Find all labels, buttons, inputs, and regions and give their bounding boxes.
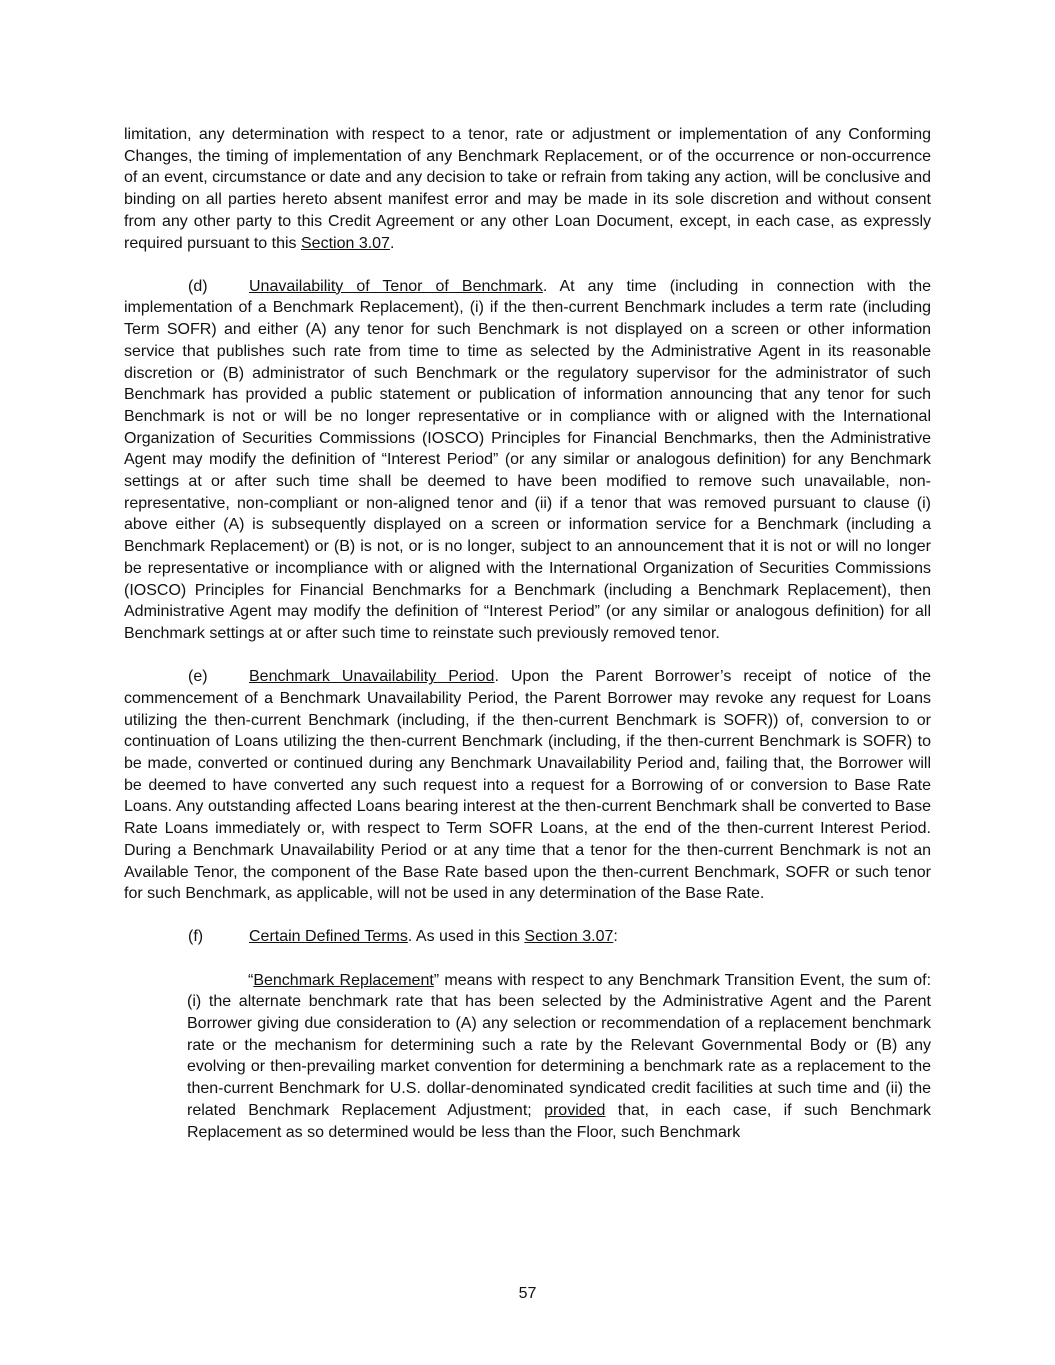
paragraph-end: :: [613, 928, 618, 946]
paragraph-f: [124, 926, 931, 948]
open-quote: “: [248, 971, 254, 989]
paragraph-marker: (e): [188, 668, 208, 686]
paragraph-heading: Certain Defined Terms: [249, 928, 408, 946]
definition-text-continued: that, in each case, if such Benchmark Replacement as so determined would be less than the Floor, such Benchmark: [187, 1101, 932, 1141]
paragraph-heading: Unavailability of Tenor of Benchmark: [249, 277, 543, 295]
paragraph-marker: (f): [188, 928, 204, 946]
paragraph-end: .: [389, 234, 395, 252]
page-number: 57: [518, 1285, 537, 1302]
close-quote: ”: [433, 971, 440, 989]
paragraph-e: [124, 666, 931, 905]
provided-term: provided: [544, 1101, 606, 1119]
paragraph-d: [124, 276, 931, 645]
paragraph-marker: (d): [188, 277, 208, 295]
paragraph-text: . At any time (including in connection with the implementation of a Benchmark Replacement), (i) if the then-current Benchmark includes a term rate (including Term SOFR) and either (A) any tenor for such Benchmark is not displayed on a screen or other information service that publishes such rate from time to time as selected by the Administrative Agent in its reasonable discretion or (B) administrator of such Benchmark or the regulatory supervisor for the administrator of such Benchmark has provided a public statement or publication of information announcing that any tenor for such Benchmark is not or will be no longer representative or in compliance with or aligned with the International Organization of Securities Commissions (IOSCO) Principles for Financial Benchmarks, then the Administrative Agent may modify the definition of “Interest Period” (or any similar or analogous definition) for any Benchmark settings at or after such time shall be deemed to have been modified to remove such unavailable, non-representative, non-compliant or non-aligned tenor and (ii) if a tenor that was removed pursuant to clause (i) above either (A) is subsequently displayed on a screen or information service for a Benchmark (including a Benchmark Replacement) or (B) is not, or is no longer, subject to an announcement that it is not or will no longer be representative or incompliance with or aligned with the International Organization of Securities Commissions (IOSCO) Principles for Financial Benchmarks for a Benchmark (including a Benchmark Replacement), then Administrative Agent may modify the definition of “Interest Period” (or any similar or analogous definition) for all Benchmark settings at or after such time to reinstate such previously removed tenor.: [124, 277, 931, 642]
paragraph-text: . Upon the Parent Borrower’s receipt of notice of the commencement of a Benchmark Unavailability Period, the Parent Borrower may revoke any request for Loans utilizing the then-current Benchmark (including, if the then-current Benchmark is SOFR)) of, conversion to or continuation of Loans utilizing the then-current Benchmark (including, if the then-current Benchmark is SOFR) to be made, converted or continued during any Benchmark Unavailability Period and, failing that, the Borrower will be deemed to have converted any such request into a request for a Borrowing of or conversion to Base Rate Loans. Any outstanding affected Loans bearing interest at the then-current Benchmark shall be converted to Base Rate Loans immediately or, with respect to Term SOFR Loans, at the end of the then-current Interest Period. During a Benchmark Unavailability Period or at any time that a tenor for the then-current Benchmark is not an Available Tenor, the component of the Base Rate based upon the then-current Benchmark, SOFR or such tenor for such Benchmark, as applicable, will not be used in any determination of the Base Rate.: [124, 668, 932, 903]
paragraph-text: . As used in this: [407, 928, 525, 946]
paragraph-c-continued: [124, 124, 931, 254]
definition-text: means with respect to any Benchmark Transition Event, the sum of: (i) the alternate benchmark rate that has been selected by the Administrative Agent and the Parent Borrower giving due consideration to (A) any selection or recommendation of a replacement benchmark rate or the mechanism for determining such a rate by the Relevant Governmental Body or (B) any evolving or then-prevailing market convention for determining a benchmark rate as a replacement to the then-current Benchmark for U.S. dollar-denominated syndicated credit facilities at such time and (ii) the related Benchmark Replacement Adjustment;: [187, 971, 932, 1119]
section-reference: Section 3.07: [524, 928, 614, 946]
defined-term: Benchmark Replacement: [253, 971, 434, 989]
paragraph-text: limitation, any determination with respect to a tenor, rate or adjustment or implementation of any Conforming Changes, the timing of implementation of any Benchmark Replacement, or of the occurrence or non-occurrence of an event, circumstance or date and any decision to take or refrain from taking any action, will be conclusive and binding on all parties hereto absent manifest error and may be made in its sole discretion and without consent from any other party to this Credit Agreement or any other Loan Document, except, in each case, as expressly required pursuant to this: [124, 126, 931, 252]
document-page: [124, 124, 931, 1143]
section-reference: Section 3.07: [301, 234, 390, 252]
paragraph-heading: Benchmark Unavailability Period: [249, 668, 495, 686]
definition-benchmark-replacement: [124, 970, 931, 1144]
